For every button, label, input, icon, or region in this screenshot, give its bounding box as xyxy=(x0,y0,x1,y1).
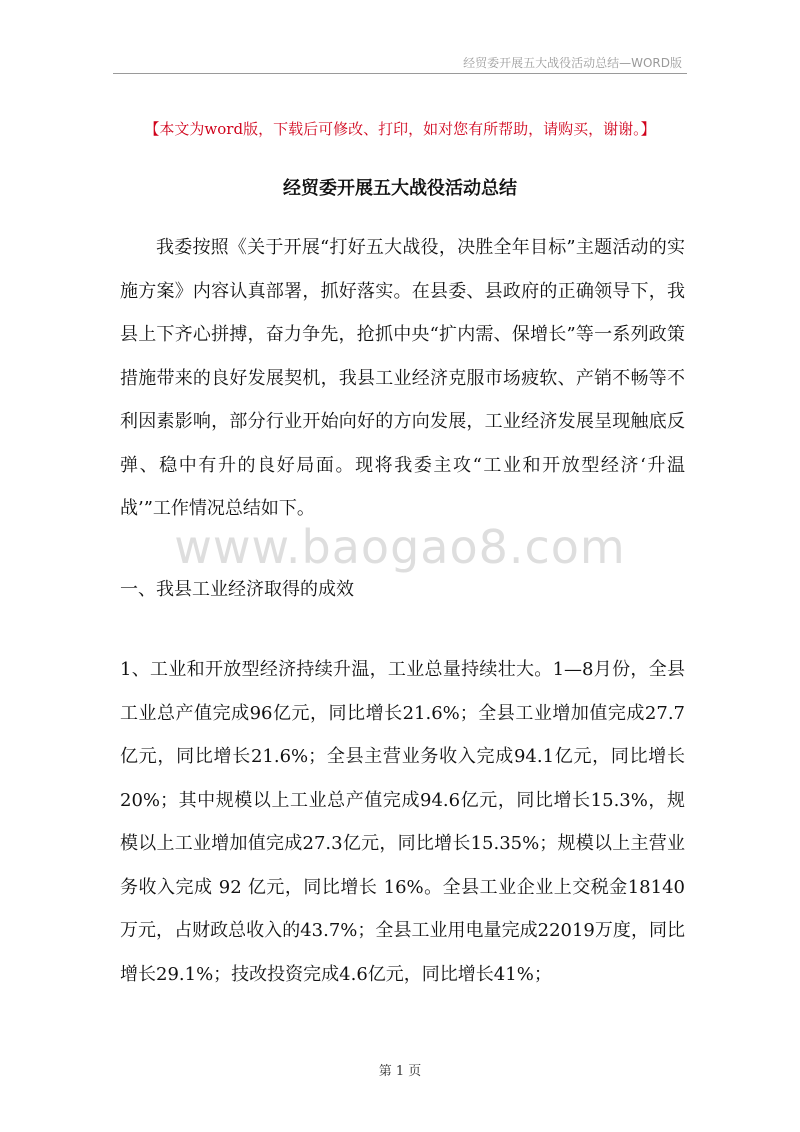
document-title: 经贸委开展五大战役活动总结 xyxy=(283,178,517,199)
running-header: 经贸委开展五大战役活动总结—WORD版 xyxy=(463,56,682,70)
header-divider xyxy=(113,73,687,74)
page-number: 第 1 页 xyxy=(378,1064,422,1079)
results-paragraph: 1、工业和开放型经济持续升温，工业总量持续壮大。1—8月份，全县工业总产值完成96亿元，同比增长21.6%；全县工业增加值完成27.7亿元，同比增长21.6%；全县主营业务收入完成94.1亿元，同比增长20%；其中规模以上工业总产值完成94.6亿元，同比增长15.3%，规模以上工业增加值完成27.3亿元，同比增长15.35%；规模以上主营业务收入完成 92 亿元，同比增长 16%。全县工业企业上交税金18140万元，占财政总收入的43.7%；全县工业用电量完成22019万度，同比增长29.1%；技改投资完成4.6亿元，同比增长41%； xyxy=(120,659,685,985)
watermark-text: www.baogao8.com xyxy=(174,520,626,574)
section-heading: 一、我县工业经济取得的成效 xyxy=(120,579,354,600)
purchase-notice: 【本文为word版，下载后可修改、打印，如对您有所帮助，请购买，谢谢。】 xyxy=(144,120,656,138)
intro-paragraph: 我委按照《关于开展“打好五大战役，决胜全年目标”主题活动的实施方案》内容认真部署，抓好落实。在县委、县政府的正确领导下，我县上下齐心拼搏，奋力争先，抢抓中央“扩内需、保增长”等一系列政策措施带来的良好发展契机，我县工业经济克服市场疲软、产销不畅等不利因素影响，部分行业开始向好的方向发展，工业经济发展呈现触底反弹、稳中有升的良好局面。现将我委主攻“工业和开放型经济‘升温战’”工作情况总结如下。 xyxy=(120,237,685,519)
